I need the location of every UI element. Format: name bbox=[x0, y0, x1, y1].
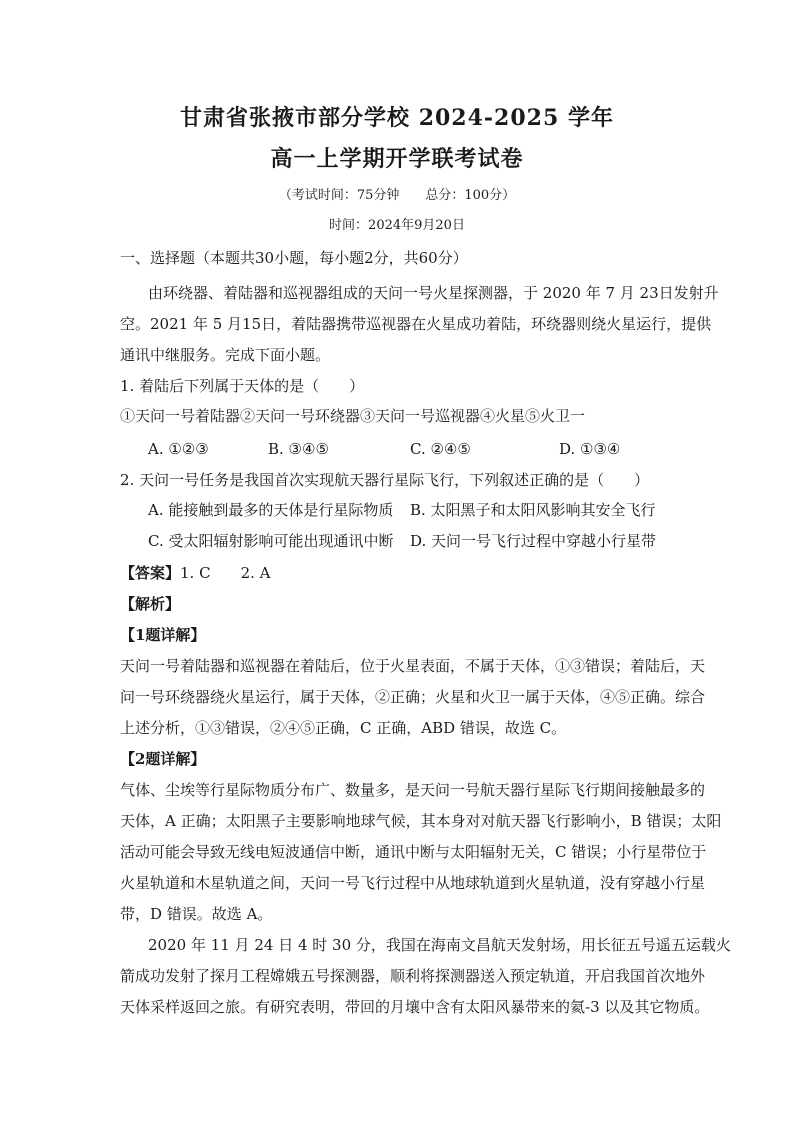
q1-option-a: A. ①②③ bbox=[148, 440, 209, 458]
passage-line: 由环绕器、着陆器和巡视器组成的天问一号火星探测器，于 2020 年 7 月 23日发射升 bbox=[148, 284, 719, 302]
analysis-label: 【解析】 bbox=[120, 595, 181, 613]
passage-line: 通讯中继服务。完成下面小题。 bbox=[120, 346, 331, 364]
q2-option-b: B. 太阳黑子和太阳风影响其安全飞行 bbox=[410, 501, 656, 519]
analysis-line: 天问一号着陆器和巡视器在着陆后，位于火星表面，不属于天体，①③错误；着陆后，天 bbox=[120, 657, 706, 675]
q2-analysis-label: 【2题详解】 bbox=[120, 750, 206, 768]
question-1-items: ①天问一号着陆器②天问一号环绕器③天问一号巡视器④火星⑤火卫一 bbox=[120, 407, 586, 425]
exam-title-line2: 高一上学期开学联考试卷 bbox=[270, 146, 524, 172]
analysis-line: 天体，A 正确；太阳黑子主要影响地球气候，其本身对对航天器飞行影响小，B 错误；太阳 bbox=[120, 812, 722, 830]
analysis-line: 上述分析，①③错误，②④⑤正确，C 正确，ABD 错误，故选 C。 bbox=[120, 719, 567, 737]
q2-option-c: C. 受太阳辐射影响可能出现通讯中断 bbox=[148, 532, 394, 550]
passage-line: 2020 年 11 月 24 日 4 时 30 分，我国在海南文昌航天发射场，用长征五号遥五运载火 bbox=[148, 936, 731, 954]
analysis-line: 火星轨道和木星轨道之间，天问一号飞行过程中从地球轨道到火星轨道，没有穿越小行星 bbox=[120, 874, 706, 892]
analysis-line: 问一号环绕器绕火星运行，属于天体，②正确；火星和火卫一属于天体，④⑤正确。综合 bbox=[120, 688, 706, 706]
q2-option-d: D. 天问一号飞行过程中穿越小行星带 bbox=[410, 532, 657, 550]
analysis-line: 带，D 错误。故选 A。 bbox=[120, 905, 273, 923]
passage-line: 天体采样返回之旅。有研究表明，带回的月壤中含有太阳风暴带来的氦-3 以及其它物质。 bbox=[120, 998, 710, 1016]
q1-option-b: B. ③④⑤ bbox=[268, 440, 329, 458]
passage-line: 箭成功发射了探月工程嫦娥五号探测器，顺利将探测器送入预定轨道，开启我国首次地外 bbox=[120, 967, 706, 985]
section-heading: 一、选择题（本题共30小题，每小题2分，共60分） bbox=[120, 249, 468, 267]
answer-text: 1. C 2. A bbox=[180, 564, 271, 582]
exam-title-line1: 甘肃省张掖市部分学校 2024-2025 学年 bbox=[180, 105, 614, 131]
q2-option-a: A. 能接触到最多的天体是行星际物质 bbox=[148, 501, 394, 519]
answer-label: 【答案】 bbox=[120, 564, 181, 582]
passage-line: 空。2021 年 5 月15日，着陆器携带巡视器在火星成功着陆，环绕器则绕火星运行，提供 bbox=[120, 315, 712, 333]
q1-analysis-label: 【1题详解】 bbox=[120, 626, 206, 644]
exam-info: （考试时间：75分钟 总分：100分） bbox=[278, 188, 516, 203]
answer-line bbox=[120, 563, 271, 583]
q1-option-c: C. ②④⑤ bbox=[410, 440, 471, 458]
question-2-stem: 2. 天问一号任务是我国首次实现航天器行星际飞行，下列叙述正确的是（ ） bbox=[120, 471, 650, 489]
q1-option-d: D. ①③④ bbox=[559, 440, 621, 458]
exam-date: 时间：2024年9月20日 bbox=[329, 218, 465, 233]
analysis-line: 活动可能会导致无线电短波通信中断，通讯中断与太阳辐射无关，C 错误；小行星带位于 bbox=[120, 843, 707, 861]
question-1-stem: 1. 着陆后下列属于天体的是（ ） bbox=[120, 377, 365, 395]
analysis-line: 气体、尘埃等行星际物质分布广、数量多，是天问一号航天器行星际飞行期间接触最多的 bbox=[120, 781, 706, 799]
